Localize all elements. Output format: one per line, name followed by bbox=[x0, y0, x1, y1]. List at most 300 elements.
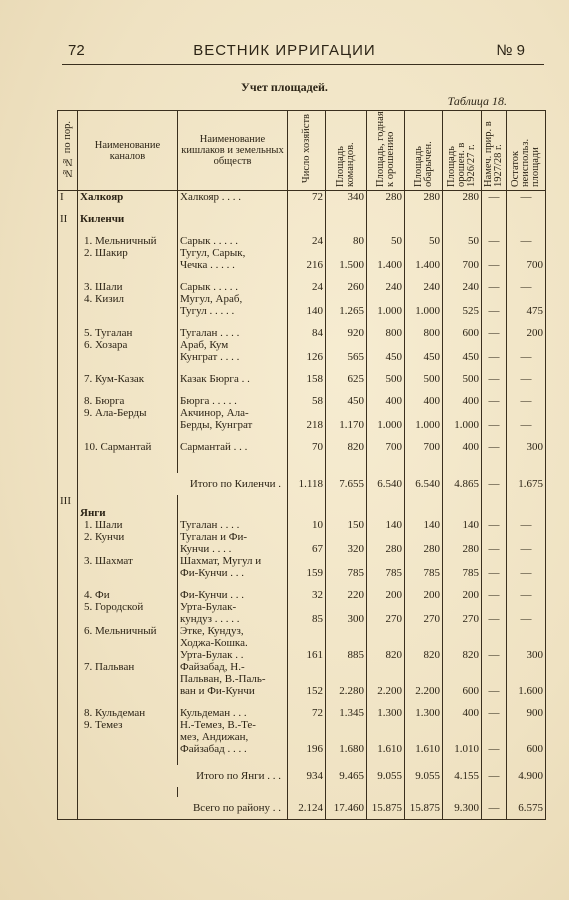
command-area: 885 bbox=[326, 649, 367, 661]
command-area bbox=[326, 507, 367, 519]
table-row bbox=[58, 787, 546, 797]
irrigable-area bbox=[367, 531, 405, 543]
village-name: кундуз . . . . . bbox=[178, 613, 288, 625]
command-area: 1.170 bbox=[326, 419, 367, 431]
irrigated-area bbox=[443, 363, 482, 373]
households bbox=[288, 495, 326, 507]
canal-name bbox=[78, 697, 178, 707]
command-area: 150 bbox=[326, 519, 367, 531]
irrigable-area bbox=[367, 625, 405, 637]
canalized-area bbox=[405, 293, 443, 305]
row-number bbox=[58, 589, 78, 601]
command-area bbox=[326, 453, 367, 463]
table-row bbox=[58, 339, 546, 351]
command-area: 2.280 bbox=[326, 685, 367, 697]
households: 126 bbox=[288, 351, 326, 363]
canal-name bbox=[78, 637, 178, 649]
canalized-area bbox=[405, 755, 443, 765]
canal-name: Итого по Янги . . . bbox=[78, 765, 288, 787]
irrigable-area bbox=[367, 203, 405, 213]
canalized-area bbox=[405, 213, 443, 225]
irrigable-area: 1.000 bbox=[367, 305, 405, 317]
irrigated-area: 270 bbox=[443, 613, 482, 625]
planned-increase bbox=[482, 339, 507, 351]
irrigable-area: 785 bbox=[367, 567, 405, 579]
households bbox=[288, 247, 326, 259]
table-row bbox=[58, 271, 546, 281]
planned-increase: — bbox=[482, 441, 507, 453]
canal-name: 8. Кульдеман bbox=[78, 707, 178, 719]
command-area bbox=[326, 271, 367, 281]
village-name: Ходжа-Кошка. bbox=[178, 637, 288, 649]
canalized-area: 2.200 bbox=[405, 685, 443, 697]
row-number bbox=[58, 567, 78, 579]
village-name: Фи-Кунчи . . . bbox=[178, 589, 288, 601]
households bbox=[288, 697, 326, 707]
canal-name: 10. Сармантай bbox=[78, 441, 178, 453]
irrigable-area: 280 bbox=[367, 191, 405, 204]
canalized-area: 800 bbox=[405, 327, 443, 339]
unused-area bbox=[507, 225, 546, 235]
table-row bbox=[58, 637, 546, 649]
row-number bbox=[58, 755, 78, 765]
village-name: Тугул, Сарык, bbox=[178, 247, 288, 259]
journal-title: ВЕСТНИК ИРРИГАЦИИ bbox=[193, 42, 376, 59]
village-name: мез, Андижан, bbox=[178, 731, 288, 743]
table-row bbox=[58, 363, 546, 373]
unused-area: 300 bbox=[507, 649, 546, 661]
unused-area bbox=[507, 673, 546, 685]
village-name: Кульдеман . . . bbox=[178, 707, 288, 719]
unused-area bbox=[507, 339, 546, 351]
row-number bbox=[58, 797, 78, 820]
table-row bbox=[58, 385, 546, 395]
table-row bbox=[58, 247, 546, 259]
planned-increase: — bbox=[482, 351, 507, 363]
canal-name: 9. Ала-Берды bbox=[78, 407, 178, 419]
irrigated-area bbox=[443, 555, 482, 567]
village-name bbox=[178, 203, 288, 213]
canal-name bbox=[78, 543, 178, 555]
planned-increase: — bbox=[482, 281, 507, 293]
irrigable-area: 270 bbox=[367, 613, 405, 625]
row-number bbox=[58, 661, 78, 673]
village-name bbox=[178, 453, 288, 463]
planned-increase bbox=[482, 731, 507, 743]
households bbox=[288, 463, 326, 473]
irrigated-area: 785 bbox=[443, 567, 482, 579]
canal-name: 6. Хозара bbox=[78, 339, 178, 351]
unused-area: — bbox=[507, 191, 546, 204]
canal-name: 7. Пальван bbox=[78, 661, 178, 673]
command-area bbox=[326, 293, 367, 305]
canal-name bbox=[78, 259, 178, 271]
village-name: Казак Бюрга . . bbox=[178, 373, 288, 385]
canalized-area bbox=[405, 601, 443, 613]
village-name bbox=[178, 431, 288, 441]
table-row bbox=[58, 685, 546, 697]
page-number: 72 bbox=[68, 42, 85, 59]
planned-increase: — bbox=[482, 707, 507, 719]
canalized-area bbox=[405, 673, 443, 685]
command-area bbox=[326, 203, 367, 213]
canal-name bbox=[78, 363, 178, 373]
table-row bbox=[58, 519, 546, 531]
canalized-area: 280 bbox=[405, 191, 443, 204]
irrigable-area: 15.875 bbox=[367, 797, 405, 820]
irrigated-area: 280 bbox=[443, 191, 482, 204]
planned-increase: — bbox=[482, 419, 507, 431]
households: 84 bbox=[288, 327, 326, 339]
command-area bbox=[326, 673, 367, 685]
village-name bbox=[178, 463, 288, 473]
irrigated-area bbox=[443, 463, 482, 473]
canal-name bbox=[78, 649, 178, 661]
canalized-area: 240 bbox=[405, 281, 443, 293]
households: 24 bbox=[288, 235, 326, 247]
households bbox=[288, 225, 326, 235]
planned-increase: — bbox=[482, 305, 507, 317]
irrigable-area bbox=[367, 453, 405, 463]
irrigated-area bbox=[443, 787, 482, 797]
irrigated-area bbox=[443, 731, 482, 743]
irrigated-area bbox=[443, 203, 482, 213]
planned-increase: — bbox=[482, 567, 507, 579]
row-number bbox=[58, 235, 78, 247]
col-header-households: Число хозяйств bbox=[288, 111, 326, 191]
irrigable-area bbox=[367, 787, 405, 797]
canalized-area: 450 bbox=[405, 351, 443, 363]
canalized-area: 140 bbox=[405, 519, 443, 531]
row-number bbox=[58, 385, 78, 395]
households: 70 bbox=[288, 441, 326, 453]
planned-increase bbox=[482, 531, 507, 543]
col-header-command-area: Площадь командов. bbox=[326, 111, 367, 191]
canal-name: 2. Кунчи bbox=[78, 531, 178, 543]
canal-name: Халкояр bbox=[78, 191, 178, 204]
households bbox=[288, 363, 326, 373]
village-name: ван и Фи-Кунчи bbox=[178, 685, 288, 697]
village-name bbox=[178, 579, 288, 589]
households bbox=[288, 673, 326, 685]
canalized-area: 1.610 bbox=[405, 743, 443, 755]
total-row bbox=[58, 765, 546, 787]
planned-increase: — bbox=[482, 373, 507, 385]
households bbox=[288, 731, 326, 743]
command-area: 1.345 bbox=[326, 707, 367, 719]
canalized-area bbox=[405, 339, 443, 351]
row-number bbox=[58, 463, 78, 473]
irrigated-area: 400 bbox=[443, 707, 482, 719]
row-number: II bbox=[58, 213, 78, 225]
irrigated-area: 600 bbox=[443, 685, 482, 697]
unused-area bbox=[507, 247, 546, 259]
irrigable-area bbox=[367, 363, 405, 373]
row-number bbox=[58, 637, 78, 649]
command-area: 1.680 bbox=[326, 743, 367, 755]
canal-name bbox=[78, 495, 178, 507]
command-area: 1.500 bbox=[326, 259, 367, 271]
planned-increase: — bbox=[482, 543, 507, 555]
irrigable-area: 820 bbox=[367, 649, 405, 661]
table-row bbox=[58, 213, 546, 225]
unused-area: 6.575 bbox=[507, 797, 546, 820]
canal-name: 1. Шали bbox=[78, 519, 178, 531]
irrigated-area: 1.000 bbox=[443, 419, 482, 431]
irrigable-area bbox=[367, 463, 405, 473]
command-area bbox=[326, 601, 367, 613]
canal-name bbox=[78, 305, 178, 317]
canal-name bbox=[78, 431, 178, 441]
planned-increase bbox=[482, 363, 507, 373]
command-area bbox=[326, 787, 367, 797]
canalized-area: 700 bbox=[405, 441, 443, 453]
irrigable-area bbox=[367, 407, 405, 419]
unused-area bbox=[507, 213, 546, 225]
canal-name bbox=[78, 673, 178, 685]
canal-name: 7. Кум-Казак bbox=[78, 373, 178, 385]
planned-increase: — bbox=[482, 473, 507, 495]
village-name bbox=[178, 787, 288, 797]
command-area: 17.460 bbox=[326, 797, 367, 820]
canal-name bbox=[78, 317, 178, 327]
irrigated-area bbox=[443, 637, 482, 649]
planned-increase bbox=[482, 453, 507, 463]
canalized-area: 15.875 bbox=[405, 797, 443, 820]
irrigable-area bbox=[367, 293, 405, 305]
canalized-area: 1.000 bbox=[405, 305, 443, 317]
canalized-area: 270 bbox=[405, 613, 443, 625]
canal-name: 2. Шакир bbox=[78, 247, 178, 259]
unused-area: — bbox=[507, 373, 546, 385]
irrigable-area bbox=[367, 637, 405, 649]
planned-increase: — bbox=[482, 765, 507, 787]
irrigable-area bbox=[367, 431, 405, 441]
unused-area bbox=[507, 385, 546, 395]
canalized-area bbox=[405, 495, 443, 507]
command-area: 920 bbox=[326, 327, 367, 339]
irrigable-area: 280 bbox=[367, 543, 405, 555]
unused-area: 1.600 bbox=[507, 685, 546, 697]
canalized-area: 50 bbox=[405, 235, 443, 247]
canal-name: Янги bbox=[78, 507, 178, 519]
table-row bbox=[58, 661, 546, 673]
irrigable-area: 700 bbox=[367, 441, 405, 453]
households bbox=[288, 719, 326, 731]
row-number bbox=[58, 707, 78, 719]
col-header-village: Наименование кишлаков и земельных обществ bbox=[178, 111, 288, 191]
planned-increase bbox=[482, 203, 507, 213]
village-name bbox=[178, 755, 288, 765]
unused-area bbox=[507, 495, 546, 507]
planned-increase bbox=[482, 673, 507, 685]
village-name: Урта-Булак- bbox=[178, 601, 288, 613]
irrigable-area: 400 bbox=[367, 395, 405, 407]
table-row bbox=[58, 625, 546, 637]
irrigable-area: 1.400 bbox=[367, 259, 405, 271]
table-row bbox=[58, 293, 546, 305]
unused-area bbox=[507, 317, 546, 327]
irrigated-area: 700 bbox=[443, 259, 482, 271]
irrigable-area: 200 bbox=[367, 589, 405, 601]
unused-area: 1.675 bbox=[507, 473, 546, 495]
village-name: Чечка . . . . . bbox=[178, 259, 288, 271]
row-number bbox=[58, 225, 78, 235]
col-header-irrigated-area: Площадь орошен. в 1926/27 г. bbox=[443, 111, 482, 191]
row-number bbox=[58, 441, 78, 453]
unused-area: 700 bbox=[507, 259, 546, 271]
irrigated-area: 50 bbox=[443, 235, 482, 247]
canalized-area bbox=[405, 225, 443, 235]
command-area: 220 bbox=[326, 589, 367, 601]
unused-area: 475 bbox=[507, 305, 546, 317]
households: 72 bbox=[288, 707, 326, 719]
planned-increase: — bbox=[482, 743, 507, 755]
planned-increase bbox=[482, 463, 507, 473]
row-number bbox=[58, 327, 78, 339]
canalized-area bbox=[405, 637, 443, 649]
irrigated-area bbox=[443, 317, 482, 327]
command-area bbox=[326, 661, 367, 673]
table-row bbox=[58, 395, 546, 407]
command-area bbox=[326, 225, 367, 235]
irrigable-area: 450 bbox=[367, 351, 405, 363]
village-name bbox=[178, 697, 288, 707]
canalized-area bbox=[405, 625, 443, 637]
village-name bbox=[178, 385, 288, 395]
canalized-area bbox=[405, 247, 443, 259]
planned-increase bbox=[482, 697, 507, 707]
canal-name bbox=[78, 453, 178, 463]
unused-area bbox=[507, 407, 546, 419]
table-row bbox=[58, 719, 546, 731]
canal-name bbox=[78, 567, 178, 579]
households: 196 bbox=[288, 743, 326, 755]
command-area bbox=[326, 385, 367, 395]
planned-increase: — bbox=[482, 649, 507, 661]
irrigated-area bbox=[443, 697, 482, 707]
canal-name bbox=[78, 731, 178, 743]
canalized-area bbox=[405, 507, 443, 519]
unused-area bbox=[507, 731, 546, 743]
row-number bbox=[58, 743, 78, 755]
irrigated-area bbox=[443, 495, 482, 507]
irrigated-area bbox=[443, 247, 482, 259]
unused-area: — bbox=[507, 589, 546, 601]
table-header-row bbox=[58, 111, 546, 191]
canal-name bbox=[78, 271, 178, 281]
irrigable-area bbox=[367, 317, 405, 327]
households: 85 bbox=[288, 613, 326, 625]
canal-name: Киленчи bbox=[78, 213, 178, 225]
canalized-area: 1.000 bbox=[405, 419, 443, 431]
irrigated-area: 4.155 bbox=[443, 765, 482, 787]
table-row bbox=[58, 463, 546, 473]
irrigable-area: 240 bbox=[367, 281, 405, 293]
households bbox=[288, 213, 326, 225]
canalized-area bbox=[405, 407, 443, 419]
canalized-area bbox=[405, 203, 443, 213]
row-number bbox=[58, 697, 78, 707]
planned-increase: — bbox=[482, 589, 507, 601]
village-name: Сарык . . . . . bbox=[178, 281, 288, 293]
unused-area bbox=[507, 755, 546, 765]
canalized-area bbox=[405, 697, 443, 707]
canal-name bbox=[78, 385, 178, 395]
village-name bbox=[178, 363, 288, 373]
table-row bbox=[58, 431, 546, 441]
households bbox=[288, 601, 326, 613]
header-rule bbox=[62, 64, 544, 65]
irrigable-area bbox=[367, 579, 405, 589]
canalized-area bbox=[405, 385, 443, 395]
households: 72 bbox=[288, 191, 326, 204]
row-number bbox=[58, 419, 78, 431]
households bbox=[288, 625, 326, 637]
households: 152 bbox=[288, 685, 326, 697]
village-name: Мугул, Араб, bbox=[178, 293, 288, 305]
planned-increase bbox=[482, 579, 507, 589]
irrigable-area bbox=[367, 697, 405, 707]
canalized-area bbox=[405, 731, 443, 743]
command-area: 785 bbox=[326, 567, 367, 579]
irrigable-area bbox=[367, 719, 405, 731]
table-row bbox=[58, 419, 546, 431]
command-area bbox=[326, 555, 367, 567]
irrigated-area bbox=[443, 531, 482, 543]
canal-name bbox=[78, 203, 178, 213]
table-row bbox=[58, 567, 546, 579]
village-name: Сармантай . . . bbox=[178, 441, 288, 453]
village-name: Этке, Кундуз, bbox=[178, 625, 288, 637]
canal-name bbox=[78, 419, 178, 431]
canalized-area bbox=[405, 453, 443, 463]
irrigable-area bbox=[367, 673, 405, 685]
total-row bbox=[58, 473, 546, 495]
canal-name: 4. Кизил bbox=[78, 293, 178, 305]
unused-area bbox=[507, 661, 546, 673]
table-row bbox=[58, 407, 546, 419]
table-row bbox=[58, 235, 546, 247]
table-row bbox=[58, 531, 546, 543]
row-number bbox=[58, 531, 78, 543]
canalized-area: 280 bbox=[405, 543, 443, 555]
unused-area: 300 bbox=[507, 441, 546, 453]
command-area: 820 bbox=[326, 441, 367, 453]
planned-increase bbox=[482, 755, 507, 765]
canalized-area bbox=[405, 531, 443, 543]
unused-area bbox=[507, 637, 546, 649]
row-number bbox=[58, 351, 78, 363]
unused-area bbox=[507, 625, 546, 637]
canalized-area: 500 bbox=[405, 373, 443, 385]
row-number bbox=[58, 373, 78, 385]
command-area bbox=[326, 731, 367, 743]
village-name: Кунграт . . . . bbox=[178, 351, 288, 363]
col-header-irrigable-area: Площадь, годная к орошению bbox=[367, 111, 405, 191]
irrigable-area: 6.540 bbox=[367, 473, 405, 495]
row-number bbox=[58, 601, 78, 613]
table-row bbox=[58, 305, 546, 317]
village-name bbox=[178, 225, 288, 235]
canalized-area bbox=[405, 555, 443, 567]
village-name: Тугалан . . . . bbox=[178, 327, 288, 339]
row-number bbox=[58, 395, 78, 407]
row-number bbox=[58, 203, 78, 213]
row-number bbox=[58, 555, 78, 567]
row-number bbox=[58, 281, 78, 293]
village-name: Тугалан . . . . bbox=[178, 519, 288, 531]
